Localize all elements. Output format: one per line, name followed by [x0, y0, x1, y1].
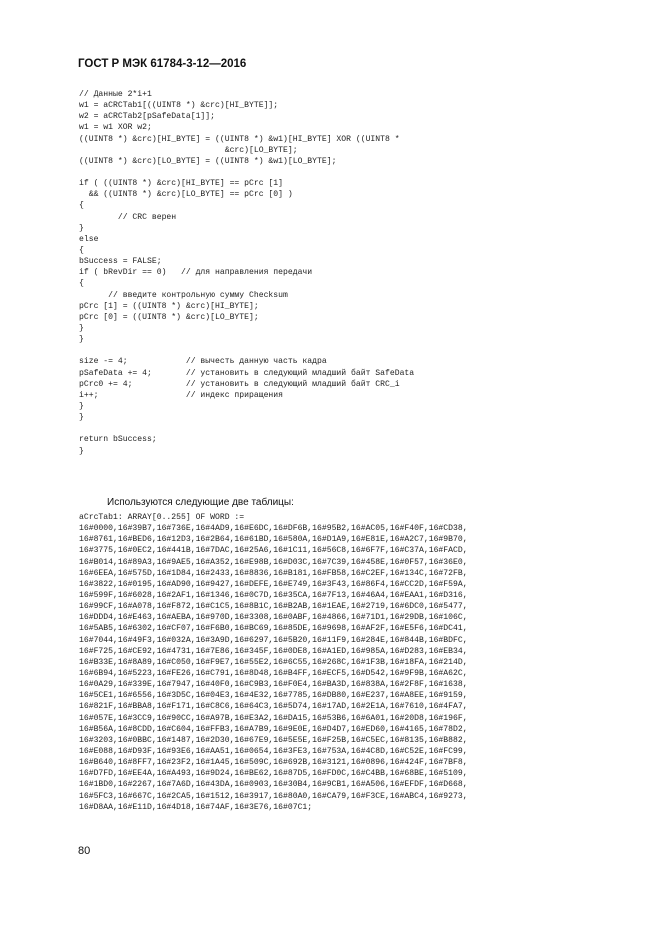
code-listing — [79, 89, 639, 457]
code-line: i++; // индекс приращения — [79, 390, 283, 400]
code-line: } — [79, 413, 84, 423]
table-line: 16#5FC3,16#667C,16#2CA5,16#1512,16#3917,16#80A0,16#CA79,16#F3CE,16#ABC4,16#9273, — [79, 791, 468, 801]
tables-intro-text: Используются следующие две таблицы: — [107, 497, 294, 508]
code-line: } — [79, 335, 84, 345]
code-line — [79, 423, 639, 434]
code-line: &crc)[LO_BYTE]; — [79, 145, 298, 155]
code-line: w1 = w1 XOR w2; — [79, 123, 152, 133]
table-line: 16#B33E,16#8A89,16#C050,16#F9E7,16#55E2,16#6C55,16#268C,16#1F3B,16#18FA,16#214D, — [79, 657, 468, 667]
code-line: pCrc [0] = ((UINT8 *) &crc)[LO_BYTE]; — [79, 312, 259, 322]
code-line: pSafeData += 4; // установить в следующий младший байт SafeData — [79, 368, 415, 378]
code-line: // введите контрольную сумму Checksum — [79, 290, 288, 300]
code-line: if ( ((UINT8 *) &crc)[HI_BYTE] == pCrc [1] — [79, 179, 283, 189]
table-line: 16#8761,16#BED6,16#12D3,16#2B64,16#61BD,16#580A,16#D1A9,16#E81E,16#A2C7,16#9B70, — [79, 535, 468, 545]
code-line: { — [79, 201, 84, 211]
code-line: w2 = aCRCTab2[pSafeData[1]]; — [79, 112, 215, 122]
table-line: 16#3822,16#0195,16#AD90,16#9427,16#DEFE,16#E749,16#3F43,16#86F4,16#CC2D,16#F59A, — [79, 579, 468, 589]
code-line: } — [79, 401, 84, 411]
table-line: 16#5CE1,16#6556,16#3D5C,16#04E3,16#4E32,16#7785,16#DB80,16#E237,16#A8EE,16#9159, — [79, 691, 468, 701]
table-line: 16#7044,16#49F3,16#032A,16#3A9D,16#6297,16#5B20,16#11F9,16#284E,16#844B,16#BDFC, — [79, 635, 468, 645]
table-line: 16#3775,16#0EC2,16#441B,16#7DAC,16#25A6,16#1C11,16#56C8,16#6F7F,16#C37A,16#FACD, — [79, 546, 468, 556]
code-line: ((UINT8 *) &crc)[HI_BYTE] = ((UINT8 *) &w1)[HI_BYTE] XOR ((UINT8 * — [79, 134, 400, 144]
code-line: w1 = aCRCTab1[((UINT8 *) &crc)[HI_BYTE]]; — [79, 101, 279, 111]
table-line: 16#D7FD,16#EE4A,16#A493,16#9D24,16#BE62,16#87D5,16#FD0C,16#C4BB,16#68BE,16#5109, — [79, 769, 468, 779]
code-line: } — [79, 223, 84, 233]
code-line — [79, 345, 639, 356]
code-line: { — [79, 279, 84, 289]
page-number: 80 — [78, 845, 91, 857]
code-line: size -= 4; // вычесть данную часть кадра — [79, 357, 327, 367]
code-line: // CRC верен — [79, 212, 177, 222]
document-header: ГОСТ Р МЭК 61784-3-12—2016 — [78, 58, 247, 70]
table-line: 16#0A29,16#339E,16#7947,16#40F0,16#C9B3,16#F0E4,16#BA3D,16#838A,16#2F8F,16#1638, — [79, 680, 468, 690]
code-line: pCrc0 += 4; // установить в следующий младший байт CRC_i — [79, 379, 400, 389]
code-line: bSuccess = FALSE; — [79, 257, 162, 267]
table-line: 16#057E,16#3CC9,16#90CC,16#A97B,16#E3A2,16#DA15,16#53B6,16#6A01,16#20D8,16#196F, — [79, 713, 468, 723]
table-line: 16#B640,16#8FF7,16#23F2,16#1A45,16#509C,16#692B,16#3121,16#0896,16#424F,16#7BF8, — [79, 758, 468, 768]
crc-table-listing — [79, 512, 649, 813]
table-line: 16#B014,16#89A3,16#9AE5,16#A352,16#E98B,16#D03C,16#7C39,16#458E,16#0F57,16#36E0, — [79, 557, 468, 567]
table-line: 16#6B94,16#5223,16#FE26,16#C791,16#8D48,16#B4FF,16#ECF5,16#D542,16#9F9B,16#A62C, — [79, 668, 468, 678]
table-line: 16#F725,16#CE92,16#4731,16#7E86,16#345F,16#0DE8,16#A1ED,16#985A,16#D283,16#EB34, — [79, 646, 468, 656]
table-line: 16#1BD0,16#2267,16#7A6D,16#43DA,16#0903,16#30B4,16#9CB1,16#A506,16#EFDF,16#D668, — [79, 780, 468, 790]
table-line: 16#6EEA,16#575D,16#1D84,16#2433,16#8836,16#B181,16#FB58,16#C2EF,16#134C,16#72FB, — [79, 568, 468, 578]
table-line: 16#5AB5,16#6302,16#CF07,16#F6B0,16#BC69,16#85DE,16#9698,16#AF2F,16#E5F6,16#DC41, — [79, 624, 468, 634]
table-line: 16#99CF,16#A078,16#F872,16#C1C5,16#8B1C,16#B2AB,16#1EAE,16#2719,16#6DC0,16#5477, — [79, 602, 468, 612]
table-line: 16#B56A,16#8CDD,16#C604,16#FFB3,16#A7B9,16#9E0E,16#D4D7,16#ED60,16#4165,16#78D2, — [79, 724, 468, 734]
table-line: 16#E088,16#D93F,16#93E6,16#AA51,16#0654,16#3FE3,16#753A,16#4C8D,16#C52E,16#FC99, — [79, 746, 468, 756]
code-line: pCrc [1] = ((UINT8 *) &crc)[HI_BYTE]; — [79, 301, 259, 311]
table-line: 16#D8AA,16#E11D,16#4D18,16#74AF,16#3E76,16#07C1; — [79, 802, 313, 812]
table-line: 16#0000,16#39B7,16#736E,16#4AD9,16#E6DC,16#DF6B,16#95B2,16#AC05,16#F40F,16#CD38, — [79, 524, 468, 534]
code-line: if ( bRevDir == 0) // для направления передачи — [79, 268, 313, 278]
code-line: && ((UINT8 *) &crc)[LO_BYTE] == pCrc [0] ) — [79, 190, 293, 200]
code-line: else — [79, 234, 99, 244]
code-line: } — [79, 323, 84, 333]
code-line: } — [79, 446, 84, 456]
code-line: ((UINT8 *) &crc)[LO_BYTE] = ((UINT8 *) &w1)[LO_BYTE]; — [79, 156, 337, 166]
table-line: 16#821F,16#BBA8,16#F171,16#C8C6,16#64C3,16#5D74,16#17AD,16#2E1A,16#7610,16#4FA7, — [79, 702, 468, 712]
code-line: // Данные 2*i+1 — [79, 90, 152, 99]
table-line: 16#DDD4,16#E463,16#AEBA,16#970D,16#3308,16#0ABF,16#4866,16#71D1,16#29DB,16#106C, — [79, 613, 468, 623]
code-line: return bSuccess; — [79, 435, 157, 445]
table-line: 16#3203,16#0BBC,16#1487,16#2D30,16#67E9,16#5E5E,16#F25B,16#C5EC,16#8135,16#B882, — [79, 735, 468, 745]
table-line: 16#599F,16#6028,16#2AF1,16#1346,16#0C7D,16#35CA,16#7F13,16#46A4,16#EAA1,16#D316, — [79, 590, 468, 600]
code-line: { — [79, 245, 84, 255]
table-line: aCrcTab1: ARRAY[0..255] OF WORD := — [79, 513, 245, 522]
code-line — [79, 167, 639, 178]
